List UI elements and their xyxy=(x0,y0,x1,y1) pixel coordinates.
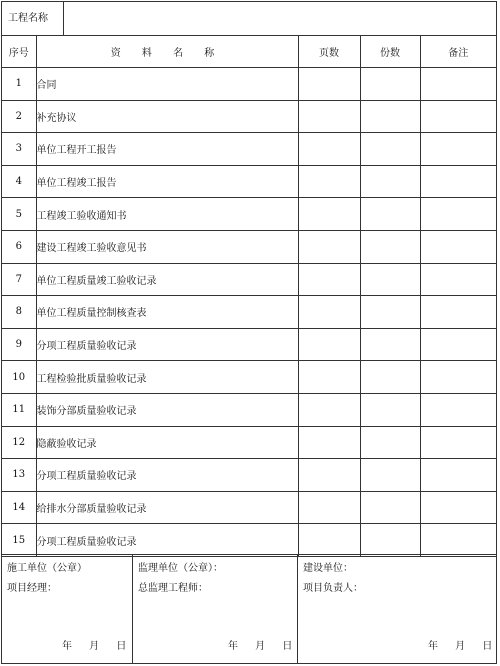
project-leader-label: 项目负责人： xyxy=(303,583,363,594)
row-copies xyxy=(360,393,420,426)
table-row xyxy=(2,165,496,198)
table-row xyxy=(2,263,496,296)
row-pages xyxy=(298,328,360,361)
row-index: 15 xyxy=(2,524,36,557)
row-document-name: 单位工程质量竣工验收记录 xyxy=(36,263,298,296)
row-copies xyxy=(360,459,420,492)
owner-date: 年 月 日 xyxy=(428,641,493,652)
row-copies xyxy=(360,426,420,459)
row-document-name: 单位工程质量控制核查表 xyxy=(36,296,298,329)
table-row xyxy=(2,230,496,263)
table-row xyxy=(2,100,496,133)
row-remarks xyxy=(420,165,496,198)
supervision-date: 年 月 日 xyxy=(228,641,293,652)
supervision-unit-label: 监理单位（公章）： xyxy=(138,563,223,574)
row-document-name: 分项工程质量验收记录 xyxy=(36,459,298,492)
row-pages xyxy=(298,361,360,394)
row-index: 3 xyxy=(2,133,36,166)
row-index: 12 xyxy=(2,426,36,459)
signature-area xyxy=(2,554,496,664)
row-pages xyxy=(298,198,360,231)
row-copies xyxy=(360,198,420,231)
row-document-name: 分项工程质量验收记录 xyxy=(36,524,298,557)
row-document-name: 分项工程质量验收记录 xyxy=(36,328,298,361)
row-remarks xyxy=(420,263,496,296)
row-document-name: 装饰分部质量验收记录 xyxy=(36,393,298,426)
row-index: 8 xyxy=(2,296,36,329)
row-copies xyxy=(360,491,420,524)
row-document-name: 隐蔽验收记录 xyxy=(36,426,298,459)
row-remarks xyxy=(420,426,496,459)
row-document-name: 补充协议 xyxy=(36,100,298,133)
row-index: 9 xyxy=(2,328,36,361)
row-document-name: 工程检验批质量验收记录 xyxy=(36,361,298,394)
row-copies xyxy=(360,328,420,361)
row-pages xyxy=(298,426,360,459)
table-row xyxy=(2,491,496,524)
table-row xyxy=(2,328,496,361)
row-remarks xyxy=(420,361,496,394)
table-row xyxy=(2,68,496,101)
row-remarks xyxy=(420,393,496,426)
archive-form xyxy=(1,1,497,664)
row-remarks xyxy=(420,68,496,101)
chief-supervisor-label: 总监理工程师： xyxy=(138,583,208,594)
row-copies xyxy=(360,133,420,166)
row-document-name: 单位工程开工报告 xyxy=(36,133,298,166)
table-row xyxy=(2,198,496,231)
row-remarks xyxy=(420,491,496,524)
row-index: 7 xyxy=(2,263,36,296)
table-row xyxy=(2,524,496,557)
row-index: 13 xyxy=(2,459,36,492)
header-pages: 页数 xyxy=(298,36,360,68)
row-index: 5 xyxy=(2,198,36,231)
row-pages xyxy=(298,524,360,557)
row-pages xyxy=(298,263,360,296)
row-pages xyxy=(298,133,360,166)
row-remarks xyxy=(420,459,496,492)
header-remarks: 备注 xyxy=(420,36,496,68)
project-name-value xyxy=(64,2,496,35)
row-copies xyxy=(360,165,420,198)
row-remarks xyxy=(420,524,496,557)
construction-date: 年 月 日 xyxy=(62,641,127,652)
construction-unit-block xyxy=(2,555,133,664)
row-copies xyxy=(360,361,420,394)
row-document-name: 单位工程竣工报告 xyxy=(36,165,298,198)
table-row xyxy=(2,133,496,166)
table-row xyxy=(2,361,496,394)
row-document-name: 合同 xyxy=(36,68,298,101)
row-copies xyxy=(360,296,420,329)
project-manager-label: 项目经理： xyxy=(7,583,57,594)
header-copies: 份数 xyxy=(360,36,420,68)
row-remarks xyxy=(420,296,496,329)
row-pages xyxy=(298,491,360,524)
table-row xyxy=(2,459,496,492)
construction-unit-label: 施工单位（公章） xyxy=(7,563,87,574)
row-pages xyxy=(298,68,360,101)
row-remarks xyxy=(420,328,496,361)
row-index: 14 xyxy=(2,491,36,524)
row-pages xyxy=(298,459,360,492)
row-pages xyxy=(298,230,360,263)
row-copies xyxy=(360,230,420,263)
row-copies xyxy=(360,524,420,557)
supervision-unit-block xyxy=(133,555,298,664)
document-list-table xyxy=(2,36,496,557)
table-body xyxy=(2,68,496,557)
row-copies xyxy=(360,100,420,133)
row-copies xyxy=(360,68,420,101)
table-row xyxy=(2,426,496,459)
row-pages xyxy=(298,100,360,133)
row-index: 1 xyxy=(2,68,36,101)
row-index: 4 xyxy=(2,165,36,198)
row-index: 2 xyxy=(2,100,36,133)
row-pages xyxy=(298,393,360,426)
row-index: 6 xyxy=(2,230,36,263)
table-row xyxy=(2,393,496,426)
row-remarks xyxy=(420,133,496,166)
project-name-label: 工程名称 xyxy=(2,2,64,35)
row-document-name: 建设工程竣工验收意见书 xyxy=(36,230,298,263)
table-row xyxy=(2,296,496,329)
row-pages xyxy=(298,165,360,198)
row-index: 11 xyxy=(2,393,36,426)
header-index: 序号 xyxy=(2,36,36,68)
row-remarks xyxy=(420,100,496,133)
row-remarks xyxy=(420,230,496,263)
table-header-row xyxy=(2,36,496,68)
row-index: 10 xyxy=(2,361,36,394)
row-document-name: 给排水分部质量验收记录 xyxy=(36,491,298,524)
row-pages xyxy=(298,296,360,329)
project-title-row xyxy=(2,2,496,36)
header-document-name: 资 料 名 称 xyxy=(36,36,298,68)
row-remarks xyxy=(420,198,496,231)
owner-unit-label: 建设单位： xyxy=(303,563,353,574)
owner-unit-block xyxy=(298,555,496,664)
row-document-name: 工程竣工验收通知书 xyxy=(36,198,298,231)
row-copies xyxy=(360,263,420,296)
